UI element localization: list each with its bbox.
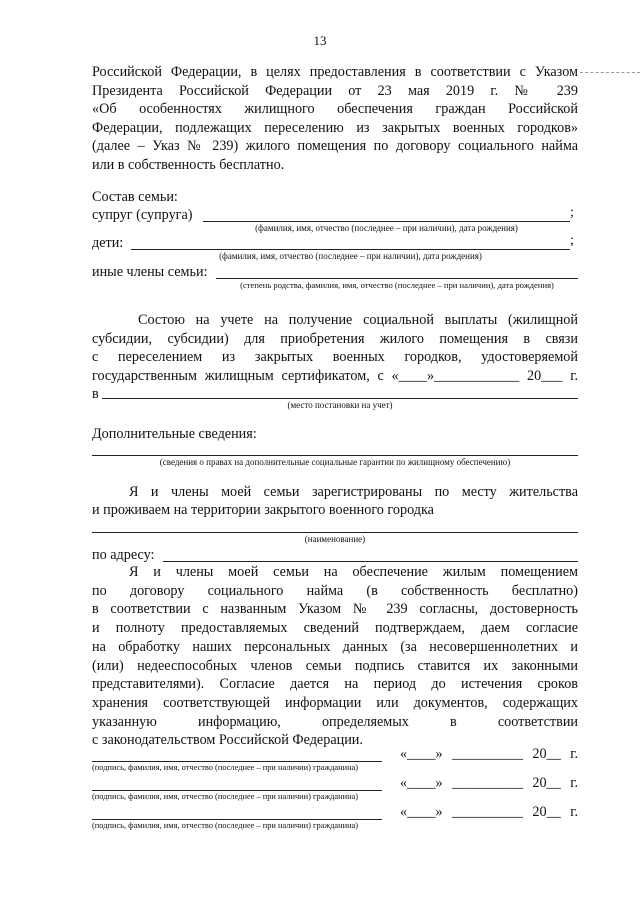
children-label: дети: bbox=[92, 235, 124, 251]
registry-in-label: в bbox=[92, 386, 99, 402]
consent-line-3: в соответствии с названным Указом № 239 согласны, достоверность bbox=[92, 601, 578, 618]
registry-date-line: государственным жилищным сертификатом, с «____»____________ 20___ г. bbox=[92, 367, 578, 384]
signature-field-3[interactable] bbox=[92, 819, 382, 820]
address-label: по адресу: bbox=[92, 547, 155, 563]
signature-date-3: «____» __________ 20__ г. bbox=[400, 804, 578, 820]
intro-line-1: Российской Федерации, в целях предоставления в соответствии с Указом bbox=[92, 64, 578, 80]
signature-date-2: «____» __________ 20__ г. bbox=[400, 775, 578, 791]
others-caption: (степень родства, фамилия, имя, отчество (последнее – при наличии), дата рождения) bbox=[240, 280, 554, 290]
consent-line-8: хранения соответствующей информации или документов, содержащих bbox=[92, 694, 578, 711]
registry-line-3: с переселением из закрытых военных городков, удостоверяемой bbox=[92, 349, 578, 366]
settlement-name-field[interactable] bbox=[92, 532, 578, 533]
intro-line-4: Федерации, подлежащих переселению из закрытых военных городков» bbox=[92, 119, 578, 136]
children-caption: (фамилия, имя, отчество (последнее – при наличии), дата рождения) bbox=[219, 251, 482, 261]
spouse-field[interactable] bbox=[203, 221, 570, 222]
children-semicolon: ; bbox=[570, 233, 574, 248]
address-field[interactable] bbox=[163, 561, 578, 562]
residence-line-1: Я и члены моей семьи зарегистрированы по месту жительства bbox=[129, 484, 578, 500]
intro-line-6: или в собственность бесплатно. bbox=[92, 157, 285, 173]
signature-caption-1: (подпись, фамилия, имя, отчество (последнее – при наличии) гражданина) bbox=[92, 763, 359, 772]
intro-line-2: Президента Российской Федерации от 23 мая 2019 г. № 239 bbox=[92, 82, 578, 99]
consent-line-10: с законодательством Российской Федерации. bbox=[92, 732, 363, 748]
consent-line-9: указанную информацию, определяемых в соответствии bbox=[92, 713, 578, 730]
scan-edge-mark bbox=[580, 72, 640, 73]
others-field[interactable] bbox=[216, 278, 578, 279]
registry-place-field[interactable] bbox=[102, 398, 578, 399]
registry-line-2: субсидии, субсидии) для приобретения жилого помещения в связи bbox=[92, 330, 578, 347]
additional-heading: Дополнительные сведения: bbox=[92, 426, 257, 442]
settlement-caption: (наименование) bbox=[304, 534, 366, 544]
consent-line-1: Я и члены моей семьи на обеспечение жилым помещением bbox=[129, 564, 578, 580]
registry-caption: (место постановки на учет) bbox=[287, 400, 393, 410]
spouse-semicolon: ; bbox=[570, 205, 574, 220]
residence-line-2: и проживаем на территории закрытого военного городка bbox=[92, 502, 434, 518]
additional-caption: (сведения о правах на дополнительные социальные гарантии по жилищному обеспечению) bbox=[159, 457, 511, 467]
signature-caption-3: (подпись, фамилия, имя, отчество (последнее – при наличии) гражданина) bbox=[92, 821, 359, 830]
signature-field-1[interactable] bbox=[92, 761, 382, 762]
family-heading: Состав семьи: bbox=[92, 189, 178, 205]
additional-field[interactable] bbox=[92, 455, 578, 456]
signature-date-1: «____» __________ 20__ г. bbox=[400, 746, 578, 762]
spouse-caption: (фамилия, имя, отчество (последнее – при наличии), дата рождения) bbox=[255, 223, 518, 233]
registry-line-1: Состою на учете на получение социальной выплаты (жилищной bbox=[138, 312, 578, 328]
intro-line-3: «Об особенностях жилищного обеспечения граждан Российской bbox=[92, 101, 578, 118]
children-field[interactable] bbox=[131, 249, 570, 250]
consent-line-4: и полноту предоставляемых сведений подтверждаем, даем согласие bbox=[92, 620, 578, 637]
spouse-label: супруг (супруга) bbox=[92, 207, 193, 223]
others-label: иные члены семьи: bbox=[92, 264, 208, 280]
consent-line-6: (или) недееспособных членов семьи подпись ставится их законными bbox=[92, 657, 578, 674]
consent-line-7: представителями). Согласие дается на период до истечения сроков bbox=[92, 676, 578, 693]
intro-line-5: (далее – Указ № 239) жилого помещения по договору социального найма bbox=[92, 138, 578, 155]
signature-caption-2: (подпись, фамилия, имя, отчество (последнее – при наличии) гражданина) bbox=[92, 792, 359, 801]
consent-line-2: по договору социального найма (в собственность бесплатно) bbox=[92, 582, 578, 599]
signature-field-2[interactable] bbox=[92, 790, 382, 791]
consent-line-5: на обработку наших персональных данных (за несовершеннолетних и bbox=[92, 638, 578, 655]
page-number: 13 bbox=[313, 33, 327, 48]
